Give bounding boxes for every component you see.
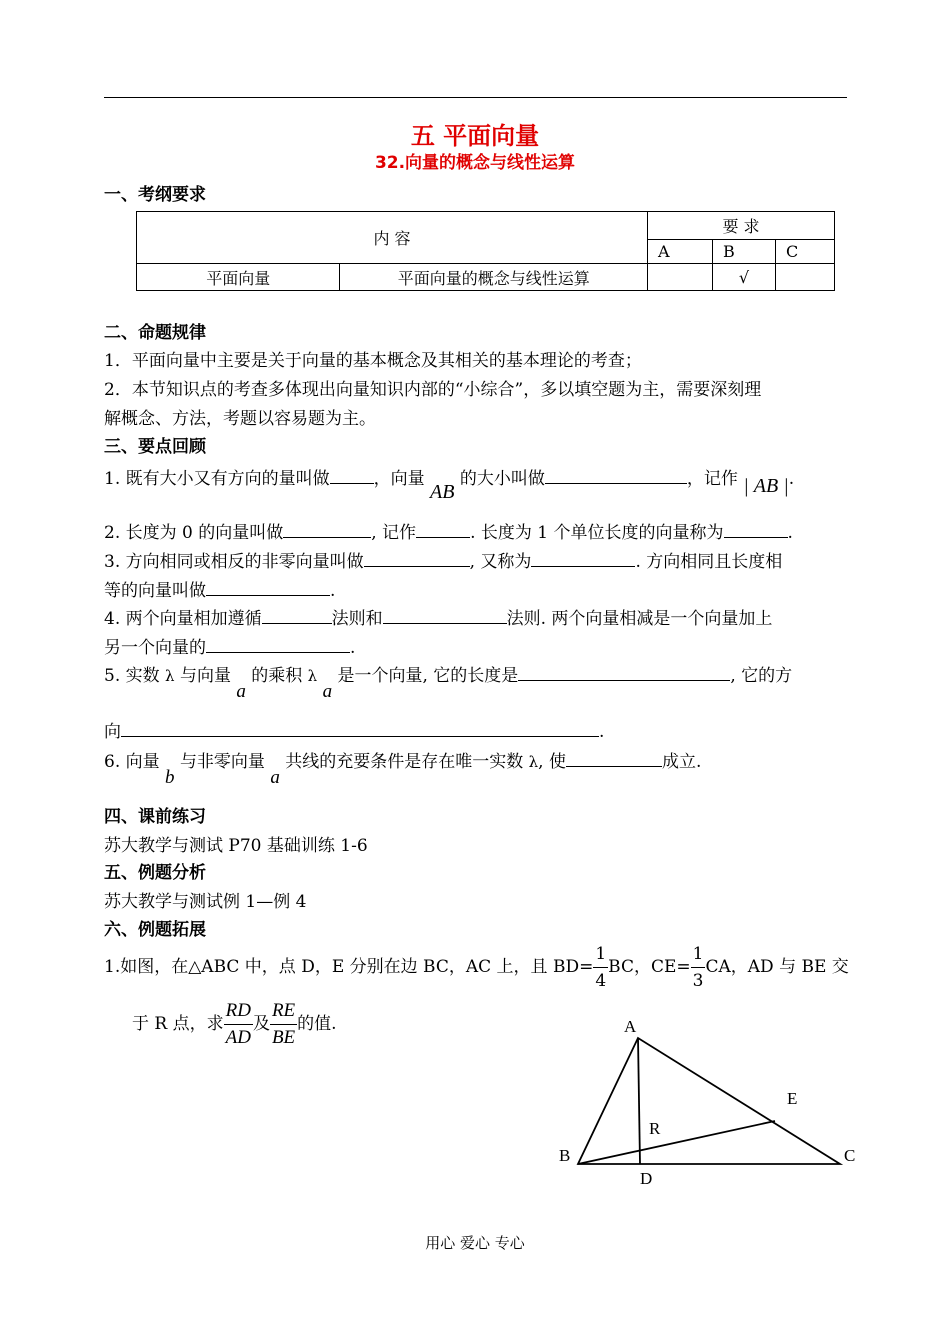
section3-heading: 三、要点回顾	[104, 437, 206, 457]
content-header: 内 容	[137, 212, 648, 264]
section5-heading: 五、例题分析	[104, 863, 206, 883]
label-d: D	[640, 1169, 653, 1188]
mark-b: √	[713, 264, 776, 291]
q3-blank-1[interactable]	[364, 550, 470, 567]
q4-blank-2[interactable]	[383, 607, 507, 624]
rule-1: 1．平面向量中主要是关于向量的基本概念及其相关的基本理论的考查；	[104, 351, 642, 371]
q4-text-e: .	[350, 638, 356, 658]
example-q1-cont	[132, 998, 337, 1051]
q6-text-e: 成立.	[661, 752, 702, 772]
q1-blank-1[interactable]	[330, 467, 374, 484]
level-a: A	[648, 240, 713, 264]
q2-text-b: , 记作	[371, 523, 417, 543]
q1-blank-2[interactable]	[545, 467, 687, 484]
q5-vector-a-2: a	[322, 681, 333, 702]
q1-text-d: ，记作	[686, 469, 738, 489]
review-q4	[104, 604, 772, 629]
q6-text-a: 6. 向量	[104, 752, 160, 772]
q6-text-c: 共线的充要条件是存在唯一实数	[285, 752, 524, 772]
q2-blank-3[interactable]	[724, 521, 788, 538]
q5-vector-a: a	[236, 681, 246, 702]
fraction-one-third: $\frac{1}{3}$	[691, 941, 706, 994]
item-cell: 平面向量的概念与线性运算	[340, 264, 648, 291]
label-r: R	[649, 1119, 661, 1138]
q1-text-e: .	[788, 469, 795, 489]
q4-blank-1[interactable]	[262, 607, 332, 624]
section2-heading: 二、命题规律	[104, 323, 206, 343]
ex-text-a: 1.如图，在△ABC 中，点 D，E 分别在边 BC，AC 上，且 BD=	[104, 957, 594, 977]
review-q1	[104, 464, 795, 503]
q5-lambda-2: λ	[307, 667, 318, 685]
q5-text-f: 向	[104, 722, 121, 742]
example-q1	[104, 941, 849, 994]
q3-text-c: . 方向相同且长度相	[635, 552, 783, 572]
review-q2	[104, 518, 793, 543]
review-q3	[104, 547, 782, 572]
review-q3-cont	[104, 576, 335, 601]
q5-lambda: λ	[165, 667, 175, 685]
q6-vector-b: b	[165, 767, 175, 788]
section6-heading: 六、例题拓展	[104, 920, 206, 940]
q6-text-d: , 使	[538, 752, 566, 772]
ex-text-e: 及	[252, 1014, 270, 1034]
mark-c	[776, 264, 835, 291]
topic-cell: 平面向量	[137, 264, 340, 291]
segment-ad	[638, 1038, 640, 1164]
q2-text-c: . 长度为 1 个单位长度的向量称为	[470, 523, 724, 543]
ex-text-d: 于 R 点，求	[132, 1014, 224, 1034]
triangle-abc	[578, 1038, 840, 1164]
ex-text-c: CA，AD 与 BE 交	[705, 957, 849, 977]
q3-blank-2[interactable]	[531, 550, 635, 567]
q2-blank-1[interactable]	[283, 521, 371, 538]
q1-text-a: 1. 既有大小又有方向的量叫做	[104, 469, 330, 489]
q1-text-c: 的大小叫做	[459, 469, 545, 489]
label-e: E	[787, 1089, 798, 1108]
lesson-title: 32.向量的概念与线性运算	[374, 153, 576, 173]
q5-blank-2[interactable]	[121, 720, 599, 737]
q6-vector-a: a	[270, 767, 280, 788]
q5-text-c: 的乘积	[251, 666, 303, 686]
q3-text-d: 等的向量叫做	[104, 581, 206, 601]
q3-text-a: 3. 方向相同或相反的非零向量叫做	[104, 552, 364, 572]
ex-text-f: 的值.	[297, 1014, 337, 1034]
q1-abs-ab: | AB |	[743, 475, 789, 497]
review-q6	[104, 747, 702, 788]
header-rule	[104, 97, 847, 98]
q5-text-e: , 它的方	[730, 666, 793, 686]
section1-heading: 一、考纲要求	[104, 185, 206, 205]
review-q5	[104, 661, 793, 702]
q6-lambda: λ	[528, 753, 539, 771]
section4-heading: 四、课前练习	[104, 807, 206, 827]
q3-text-e: .	[330, 581, 336, 601]
section4-text: 苏大教学与测试 P70 基础训练 1-6	[104, 836, 368, 856]
q2-text-a: 2. 长度为 0 的向量叫做	[104, 523, 284, 543]
q5-text-a: 5. 实数	[104, 666, 160, 686]
q3-blank-3[interactable]	[206, 579, 330, 596]
q5-text-d: 是一个向量, 它的长度是	[337, 666, 519, 686]
review-q5-cont	[104, 717, 604, 742]
label-b: B	[559, 1146, 571, 1165]
q6-blank-1[interactable]	[566, 750, 662, 767]
chapter-title: 五 平面向量	[410, 122, 540, 150]
fraction-one-quarter: $\frac{1}{4}$	[593, 941, 608, 994]
segment-be	[578, 1121, 775, 1164]
page-footer: 用心 爱心 专心	[425, 1234, 525, 1252]
fraction-rd-ad: $\frac{RD}{AD}$	[225, 1000, 251, 1048]
q5-text-b: 与向量	[179, 666, 231, 686]
rule-2a: 2．本节知识点的考查多体现出向量知识内部的“小综合”，多以填空题为主，需要深刻理	[104, 380, 762, 400]
level-b: B	[713, 240, 776, 264]
q2-text-d: .	[787, 523, 793, 543]
requirements-table	[136, 211, 835, 291]
q1-text-b: ，向量	[373, 469, 425, 489]
q3-text-b: , 又称为	[469, 552, 532, 572]
ex-text-b: BC，CE=	[608, 957, 691, 977]
rule-2b: 解概念、方法，考题以容易题为主。	[104, 409, 376, 429]
q1-vector-ab: AB	[430, 481, 455, 503]
section5-text: 苏大教学与测试例 1—例 4	[104, 892, 307, 912]
q6-text-b: 与非零向量	[179, 752, 265, 772]
q4-text-a: 4. 两个向量相加遵循	[104, 609, 262, 629]
q4-blank-3[interactable]	[206, 636, 350, 653]
level-c: C	[776, 240, 835, 264]
q4-text-d: 另一个向量的	[104, 638, 206, 658]
review-q4-cont	[104, 633, 355, 658]
q5-blank-1[interactable]	[518, 664, 730, 681]
mark-a	[648, 264, 713, 291]
triangle-figure	[540, 1010, 870, 1200]
fraction-re-be: $\frac{RE}{BE}$	[271, 1000, 296, 1048]
q4-text-c: 法则. 两个向量相减是一个向量加上	[506, 609, 773, 629]
q4-text-b: 法则和	[331, 609, 383, 629]
label-c: C	[844, 1146, 856, 1165]
label-a: A	[624, 1017, 637, 1036]
q5-text-g: .	[599, 722, 605, 742]
requirement-header: 要 求	[648, 212, 835, 240]
q2-blank-2[interactable]	[416, 521, 470, 538]
